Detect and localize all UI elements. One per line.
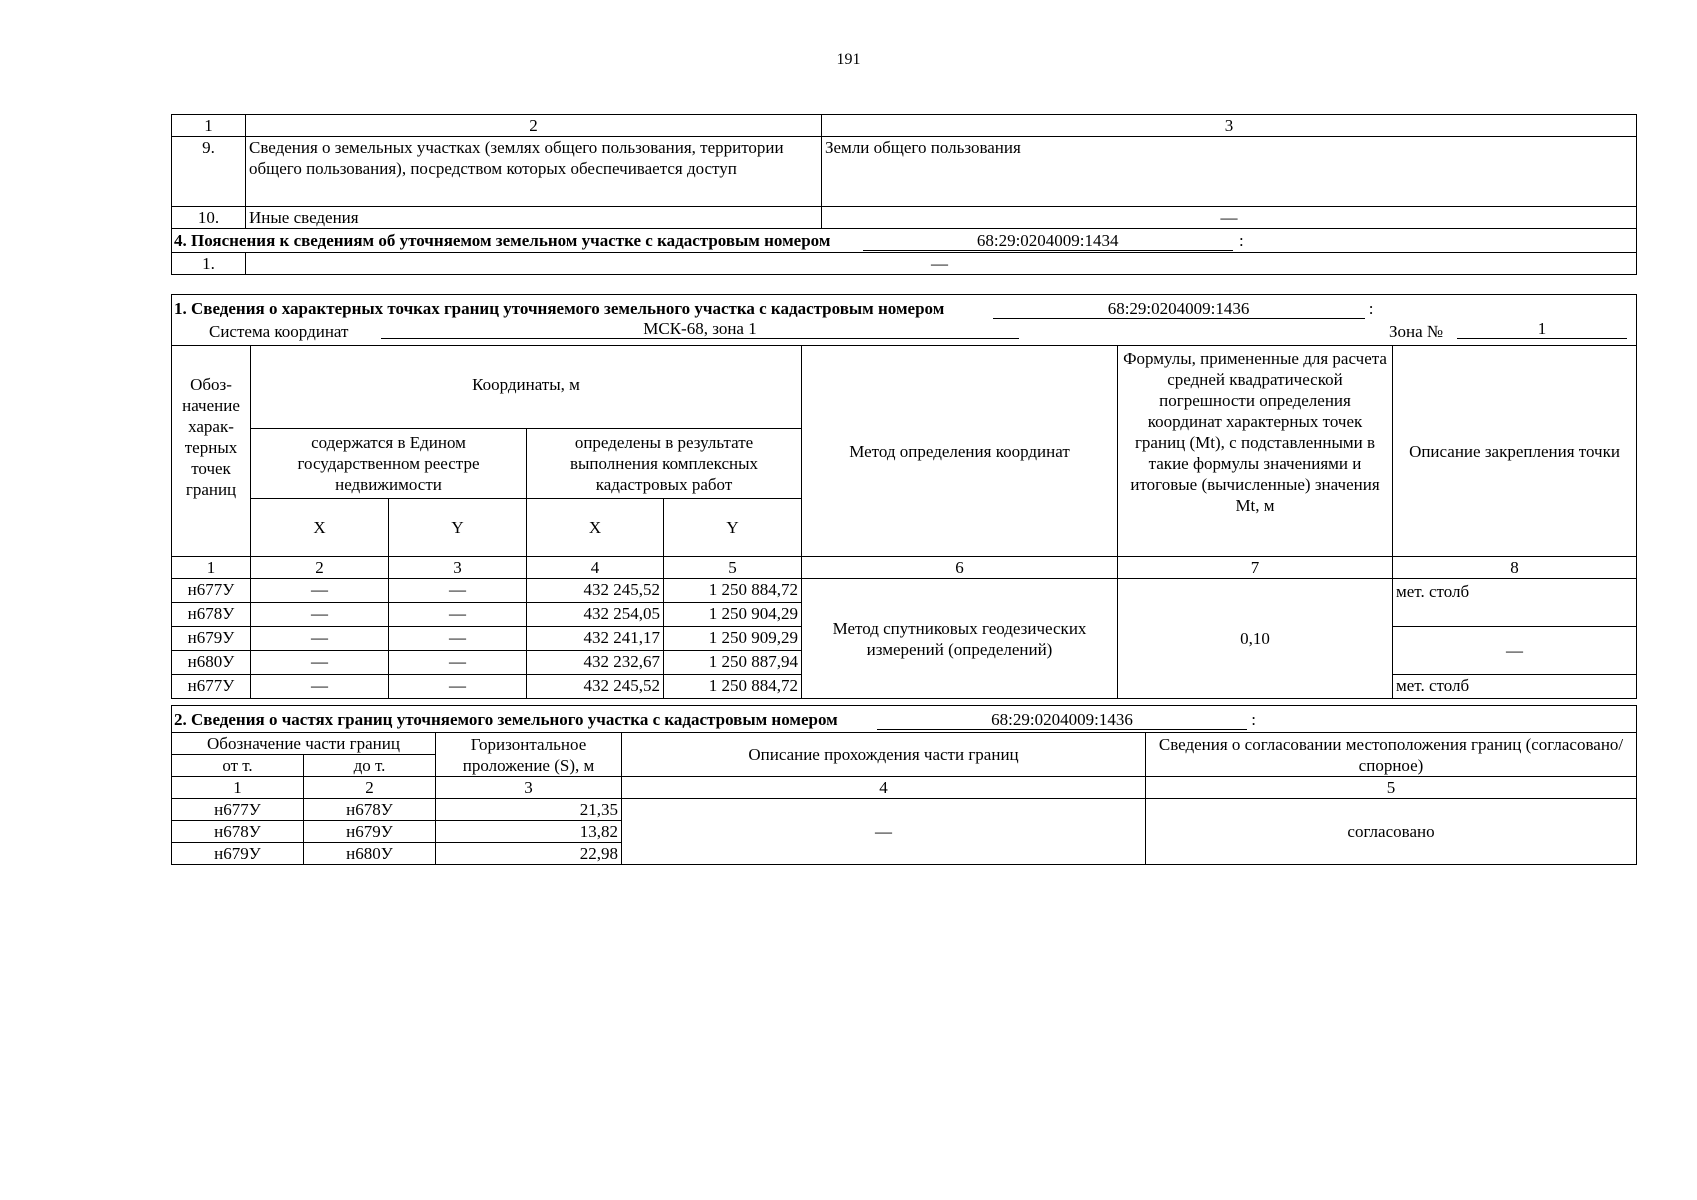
points-cadastral-number: 68:29:0204009:1436 <box>993 300 1365 319</box>
egrn-x: — <box>251 627 389 651</box>
row-number: 1. <box>172 253 246 275</box>
to-point: н679У <box>304 821 436 843</box>
parts-table <box>171 705 1637 865</box>
col-number: 3 <box>436 777 622 799</box>
fixing-value: — <box>1393 627 1637 675</box>
point-name: н677У <box>172 675 251 699</box>
point-name: н678У <box>172 603 251 627</box>
row-value: — <box>822 207 1637 229</box>
from-point: н678У <box>172 821 304 843</box>
row-number: 10. <box>172 207 246 229</box>
parts-cadastral-number: 68:29:0204009:1436 <box>877 711 1247 730</box>
parts-colon: : <box>1251 710 1256 729</box>
egrn-x-header: X <box>251 499 389 557</box>
row-label: Сведения о земельных участках (землях общего пользования, территории общего пользования), посредством которых обеспечивается доступ <box>246 137 822 207</box>
points-colon: : <box>1368 299 1374 318</box>
col-number: 2 <box>304 777 436 799</box>
parts-section <box>171 705 1636 865</box>
egrn-x: — <box>251 651 389 675</box>
points-title-cell <box>172 295 1637 346</box>
point-y: 1 250 904,29 <box>664 603 802 627</box>
col-number: 2 <box>251 557 389 579</box>
egrn-y: — <box>389 651 527 675</box>
parts-header-row-1 <box>172 733 1637 755</box>
table-header-row <box>172 115 1637 137</box>
row-label: Иные сведения <box>246 207 822 229</box>
point-name: н680У <box>172 651 251 675</box>
parts-title: 2. Сведения о частях границ уточняемого земельного участка с кадастровым номером <box>174 710 838 729</box>
from-header: от т. <box>172 755 304 777</box>
to-point: н678У <box>304 799 436 821</box>
egrn-header: содержатся в Едином государственном реестре недвижимости <box>251 429 527 499</box>
points-header-row-1 <box>172 346 1637 429</box>
point-y: 1 250 884,72 <box>664 675 802 699</box>
zone-label: Зона № <box>1389 322 1444 341</box>
parts-title-row <box>172 706 1637 733</box>
table-row <box>172 253 1637 275</box>
col-number: 1 <box>172 777 304 799</box>
point-y: 1 250 887,94 <box>664 651 802 675</box>
section-4-cadastral-number: 68:29:0204009:1434 <box>863 232 1233 251</box>
agreement-header: Сведения о согласовании местоположения границ (согласовано/спорное) <box>1146 733 1637 777</box>
point-x: 432 245,52 <box>527 675 664 699</box>
method-header: Метод определения координат <box>802 346 1118 557</box>
from-point: н677У <box>172 799 304 821</box>
col-number-1: 1 <box>172 115 246 137</box>
row-value: — <box>246 253 1637 275</box>
section-4-title-row <box>172 229 1637 253</box>
segment-length: 13,82 <box>436 821 622 843</box>
point-x: 432 254,05 <box>527 603 664 627</box>
formulas-header: Формулы, примененные для расчета средней квадратической погрешности определения координат характерных точек границ (Mt), с подставленными в такие формулы значениями и итоговые (вычисленные) значения Mt, м <box>1118 346 1393 557</box>
col-number-2: 2 <box>246 115 822 137</box>
egrn-x: — <box>251 675 389 699</box>
point-x: 432 245,52 <box>527 579 664 603</box>
table-row <box>172 579 1637 603</box>
egrn-y: — <box>389 675 527 699</box>
description-value: — <box>622 799 1146 865</box>
description-header: Описание прохождения части границ <box>622 733 1146 777</box>
segment-length: 22,98 <box>436 843 622 865</box>
designation-header: Обозначение части границ <box>172 733 436 755</box>
fixing-header: Описание закрепления точки <box>1393 346 1637 557</box>
segment-length: 21,35 <box>436 799 622 821</box>
col-number: 3 <box>389 557 527 579</box>
table-row <box>172 137 1637 207</box>
col-number: 6 <box>802 557 1118 579</box>
col-number: 8 <box>1393 557 1637 579</box>
row-value: Земли общего пользования <box>822 137 1637 207</box>
col-number: 1 <box>172 557 251 579</box>
egrn-y: — <box>389 579 527 603</box>
coordinates-header: Координаты, м <box>251 346 802 429</box>
col-number: 4 <box>527 557 664 579</box>
egrn-y: — <box>389 627 527 651</box>
agreement-value: согласовано <box>1146 799 1637 865</box>
col-number: 7 <box>1118 557 1393 579</box>
fixing-value: мет. столб <box>1393 675 1637 699</box>
point-x: 432 232,67 <box>527 651 664 675</box>
method-value: Метод спутниковых геодезических измерений (определений) <box>802 579 1118 699</box>
section-4-title-cell <box>172 229 1637 253</box>
egrn-y: — <box>389 603 527 627</box>
designation-header: Обоз-начение харак-терных точек границ <box>172 346 251 557</box>
length-header: Горизонтальное проложение (S), м <box>436 733 622 777</box>
point-name: н677У <box>172 579 251 603</box>
egrn-x: — <box>251 603 389 627</box>
complex-works-header: определены в результате выполнения комплексных кадастровых работ <box>527 429 802 499</box>
from-point: н679У <box>172 843 304 865</box>
parts-title-cell <box>172 706 1637 733</box>
point-y: 1 250 884,72 <box>664 579 802 603</box>
page-number: 191 <box>836 51 861 68</box>
col-number: 5 <box>664 557 802 579</box>
table-row <box>172 799 1637 821</box>
points-title: 1. Сведения о характерных точках границ уточняемого земельного участка с кадастровым номером <box>174 299 945 318</box>
row-number: 9. <box>172 137 246 207</box>
egrn-x: — <box>251 579 389 603</box>
coord-system-label: Система координат <box>209 322 349 341</box>
section-4-title: 4. Пояснения к сведениям об уточняемом земельном участке с кадастровым номером <box>174 231 831 250</box>
point-name: н679У <box>172 627 251 651</box>
land-info-table <box>171 114 1637 275</box>
to-header: до т. <box>304 755 436 777</box>
point-y: 1 250 909,29 <box>664 627 802 651</box>
complex-y-header: Y <box>664 499 802 557</box>
egrn-y-header: Y <box>389 499 527 557</box>
mt-value: 0,10 <box>1118 579 1393 699</box>
table-row <box>172 207 1637 229</box>
points-section <box>171 294 1636 699</box>
point-x: 432 241,17 <box>527 627 664 651</box>
complex-x-header: X <box>527 499 664 557</box>
section-4-colon: : <box>1238 231 1244 250</box>
col-number: 4 <box>622 777 1146 799</box>
points-title-row <box>172 295 1637 346</box>
points-col-number-row <box>172 557 1637 579</box>
fixing-value: мет. столб <box>1393 579 1637 627</box>
land-info-table-block <box>171 114 1636 275</box>
zone-value: 1 <box>1457 320 1627 339</box>
to-point: н680У <box>304 843 436 865</box>
coord-system-value: МСК-68, зона 1 <box>381 320 1019 339</box>
col-number: 5 <box>1146 777 1637 799</box>
col-number-3: 3 <box>822 115 1637 137</box>
points-table <box>171 294 1637 699</box>
parts-col-number-row <box>172 777 1637 799</box>
